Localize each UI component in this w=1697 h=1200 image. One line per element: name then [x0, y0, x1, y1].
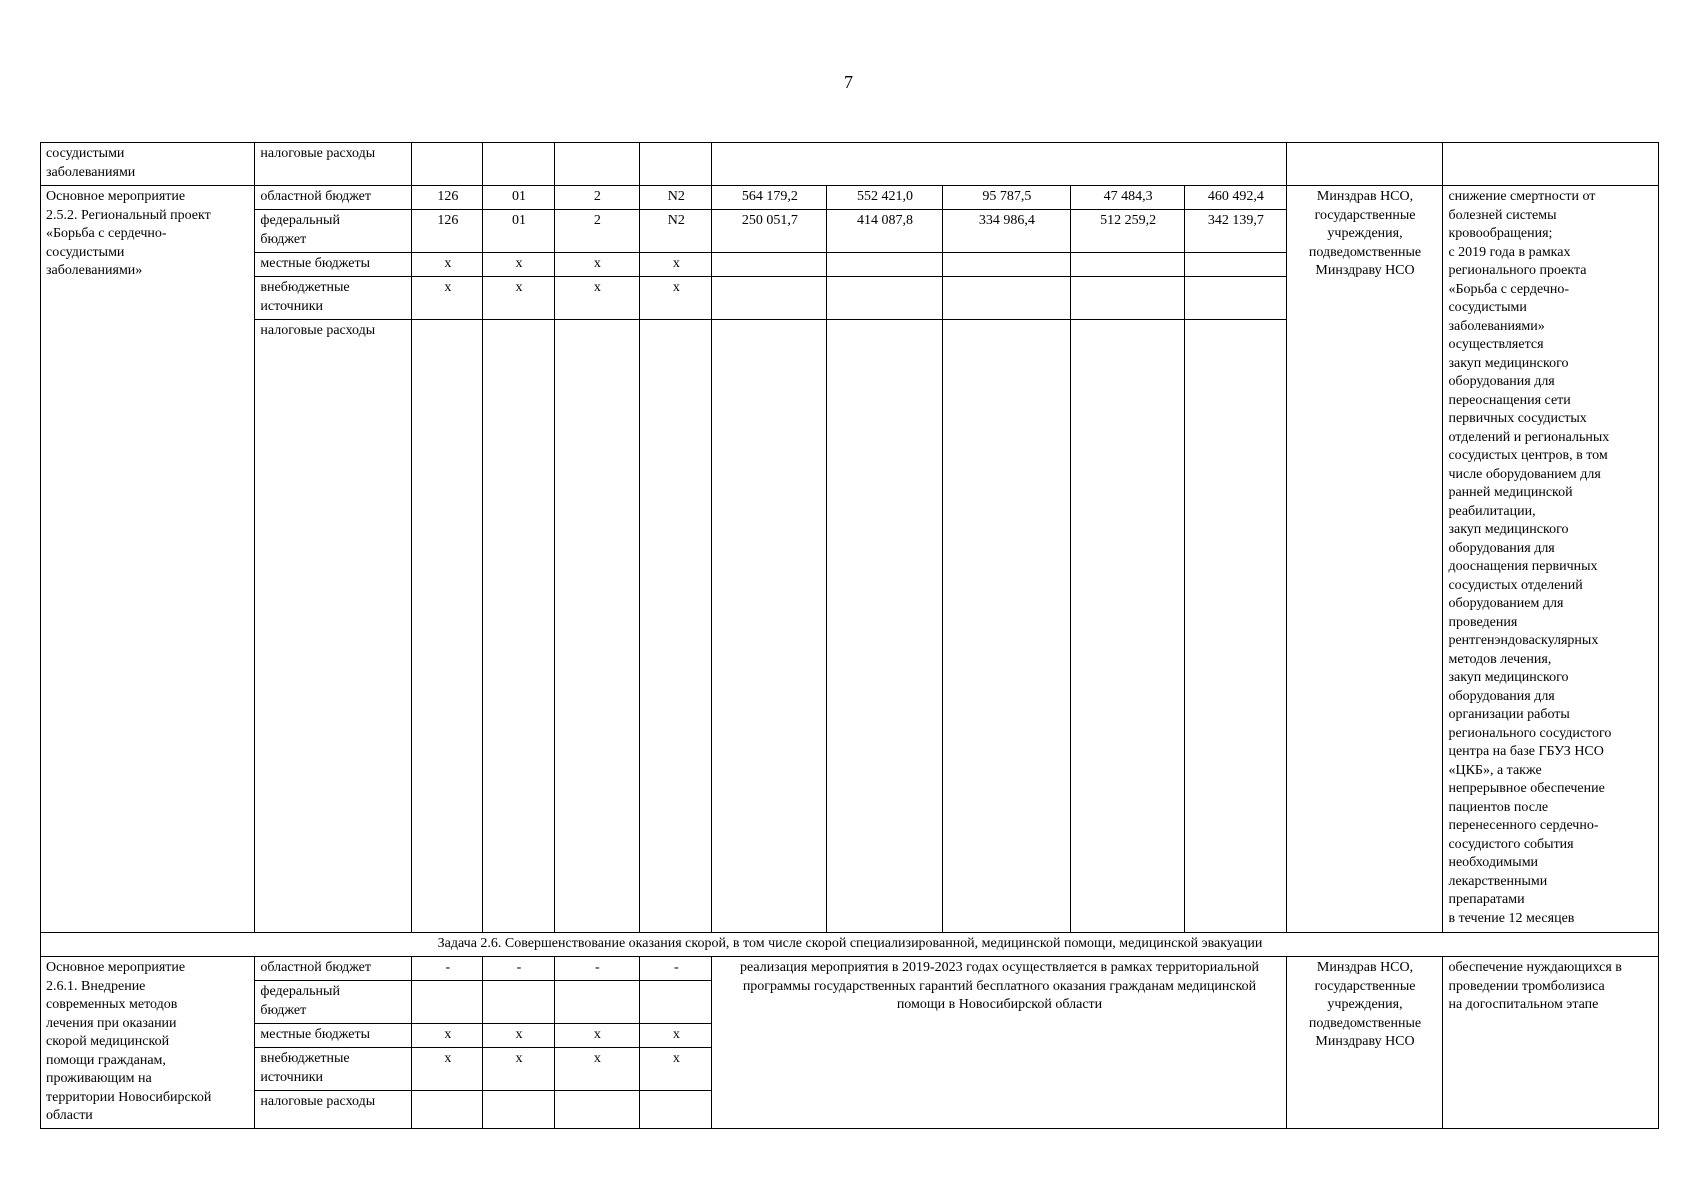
- funding-source-cell: внебюджетные источники: [255, 277, 412, 320]
- code-cell: x: [412, 1024, 483, 1048]
- table-row: [41, 186, 1659, 210]
- code-cell: [483, 320, 554, 933]
- code-cell: [554, 320, 640, 933]
- amount-cell: 47 484,3: [1071, 186, 1185, 210]
- amount-cell: [712, 253, 827, 277]
- code-cell: x: [412, 277, 483, 320]
- code-cell: [483, 981, 554, 1024]
- code-cell: x: [483, 277, 554, 320]
- code-cell: x: [412, 253, 483, 277]
- code-cell: x: [483, 1048, 554, 1091]
- amount-cell: [1071, 277, 1185, 320]
- executor-cell: Минздрав НСО, государственные учреждения, подведомственные Минздраву НСО: [1286, 186, 1443, 933]
- amount-cell: 512 259,2: [1071, 210, 1185, 253]
- code-cell: 2: [554, 186, 640, 210]
- code-cell: -: [483, 957, 554, 981]
- code-cell: x: [640, 277, 712, 320]
- program-table: [40, 142, 1659, 1129]
- code-cell: [554, 981, 640, 1024]
- code-cell: N2: [640, 210, 712, 253]
- funding-source-cell: налоговые расходы: [255, 320, 412, 933]
- result-cell: обеспечение нуждающихся в проведении тромболизиса на догоспитальном этапе: [1443, 957, 1659, 1129]
- code-cell: [640, 1091, 712, 1129]
- code-cell: N2: [640, 186, 712, 210]
- page-number: 7: [844, 72, 853, 92]
- measure-name-cell: Основное мероприятие 2.5.2. Региональный проект «Борьба с сердечно- сосудистыми заболеваниями»: [41, 186, 255, 933]
- amount-cell: 414 087,8: [827, 210, 942, 253]
- code-cell: -: [554, 957, 640, 981]
- code-cell: x: [483, 253, 554, 277]
- table-row: [41, 957, 1659, 981]
- code-cell: 126: [412, 210, 483, 253]
- funding-source-cell: местные бюджеты: [255, 1024, 412, 1048]
- amount-cell: [942, 277, 1071, 320]
- amount-cell: [1185, 320, 1286, 933]
- measure-name-cell: Основное мероприятие 2.6.1. Внедрение современных методов лечения при оказании скорой медицинской помощи гражданам, проживающим на территории Новосибирской области: [41, 957, 255, 1129]
- table-row-top-fragment: [41, 143, 1659, 186]
- result-cell: [1443, 143, 1659, 186]
- amount-cell: [712, 320, 827, 933]
- funding-source-cell: областной бюджет: [255, 957, 412, 981]
- amount-cell: [1185, 277, 1286, 320]
- executor-cell: [1286, 143, 1443, 186]
- amount-cell: [712, 277, 827, 320]
- code-cell: x: [640, 1024, 712, 1048]
- code-cell: x: [640, 1048, 712, 1091]
- amount-cell: 250 051,7: [712, 210, 827, 253]
- task-title: Задача 2.6. Совершенствование оказания скорой, в том числе скорой специализированной, медицинской помощи, медицинской эвакуации: [41, 933, 1659, 957]
- code-cell: x: [554, 1024, 640, 1048]
- amount-merged-cell: [712, 143, 1286, 186]
- code-cell: x: [640, 253, 712, 277]
- code-cell: 126: [412, 186, 483, 210]
- code-cell: x: [554, 1048, 640, 1091]
- code-cell: -: [412, 957, 483, 981]
- amount-cell: [827, 320, 942, 933]
- funding-source-cell: федеральный бюджет: [255, 981, 412, 1024]
- task-heading-row: [41, 933, 1659, 957]
- merged-note-cell: реализация мероприятия в 2019-2023 годах осуществляется в рамках территориальной программы государственных гарантий бесплатного оказания гражданам медицинской помощи в Новосибирской области: [712, 957, 1286, 1129]
- code-cell: [412, 981, 483, 1024]
- code-cell: x: [554, 277, 640, 320]
- funding-source-cell: местные бюджеты: [255, 253, 412, 277]
- funding-source-cell: областной бюджет: [255, 186, 412, 210]
- amount-cell: [1071, 320, 1185, 933]
- code-cell: 01: [483, 186, 554, 210]
- amount-cell: [827, 253, 942, 277]
- code-cell: [640, 981, 712, 1024]
- code-cell: 01: [483, 210, 554, 253]
- result-cell: снижение смертности от болезней системы кровообращения; с 2019 года в рамках регионального проекта «Борьба с сердечно- сосудистыми заболеваниями» осуществляется закуп медицинского оборудования для переоснащения сети первичных сосудистых отделений и региональных сосудистых центров, в том числе оборудованием для ранней медицинской реабилитации, закуп медицинского оборудования для дооснащения первичных сосудистых отделений оборудованием для проведения рентгенэндоваскулярных методов лечения, закуп медицинского оборудования для организации работы регионального сосудистого центра на базе ГБУЗ НСО «ЦКБ», а также непрерывное обеспечение пациентов после перенесенного сердечно- сосудистого события необходимыми лекарственными препаратами в течение 12 месяцев: [1443, 186, 1659, 933]
- code-cell: [483, 1091, 554, 1129]
- code-cell: [412, 143, 483, 186]
- code-cell: [412, 1091, 483, 1129]
- code-cell: [640, 143, 712, 186]
- executor-cell: Минздрав НСО, государственные учреждения, подведомственные Минздраву НСО: [1286, 957, 1443, 1129]
- code-cell: x: [483, 1024, 554, 1048]
- code-cell: 2: [554, 210, 640, 253]
- amount-cell: [1071, 253, 1185, 277]
- amount-cell: 552 421,0: [827, 186, 942, 210]
- code-cell: [483, 143, 554, 186]
- amount-cell: [1185, 253, 1286, 277]
- funding-source-cell: налоговые расходы: [255, 1091, 412, 1129]
- funding-source-cell: федеральный бюджет: [255, 210, 412, 253]
- amount-cell: 342 139,7: [1185, 210, 1286, 253]
- code-cell: [554, 1091, 640, 1129]
- code-cell: [554, 143, 640, 186]
- amount-cell: 460 492,4: [1185, 186, 1286, 210]
- funding-source-cell: внебюджетные источники: [255, 1048, 412, 1091]
- funding-source-cell: налоговые расходы: [255, 143, 412, 186]
- amount-cell: [942, 253, 1071, 277]
- code-cell: -: [640, 957, 712, 981]
- measure-name-cell: сосудистыми заболеваниями: [41, 143, 255, 186]
- amount-cell: [827, 277, 942, 320]
- code-cell: [412, 320, 483, 933]
- code-cell: x: [412, 1048, 483, 1091]
- amount-cell: 95 787,5: [942, 186, 1071, 210]
- amount-cell: [942, 320, 1071, 933]
- code-cell: [640, 320, 712, 933]
- amount-cell: 564 179,2: [712, 186, 827, 210]
- amount-cell: 334 986,4: [942, 210, 1071, 253]
- code-cell: x: [554, 253, 640, 277]
